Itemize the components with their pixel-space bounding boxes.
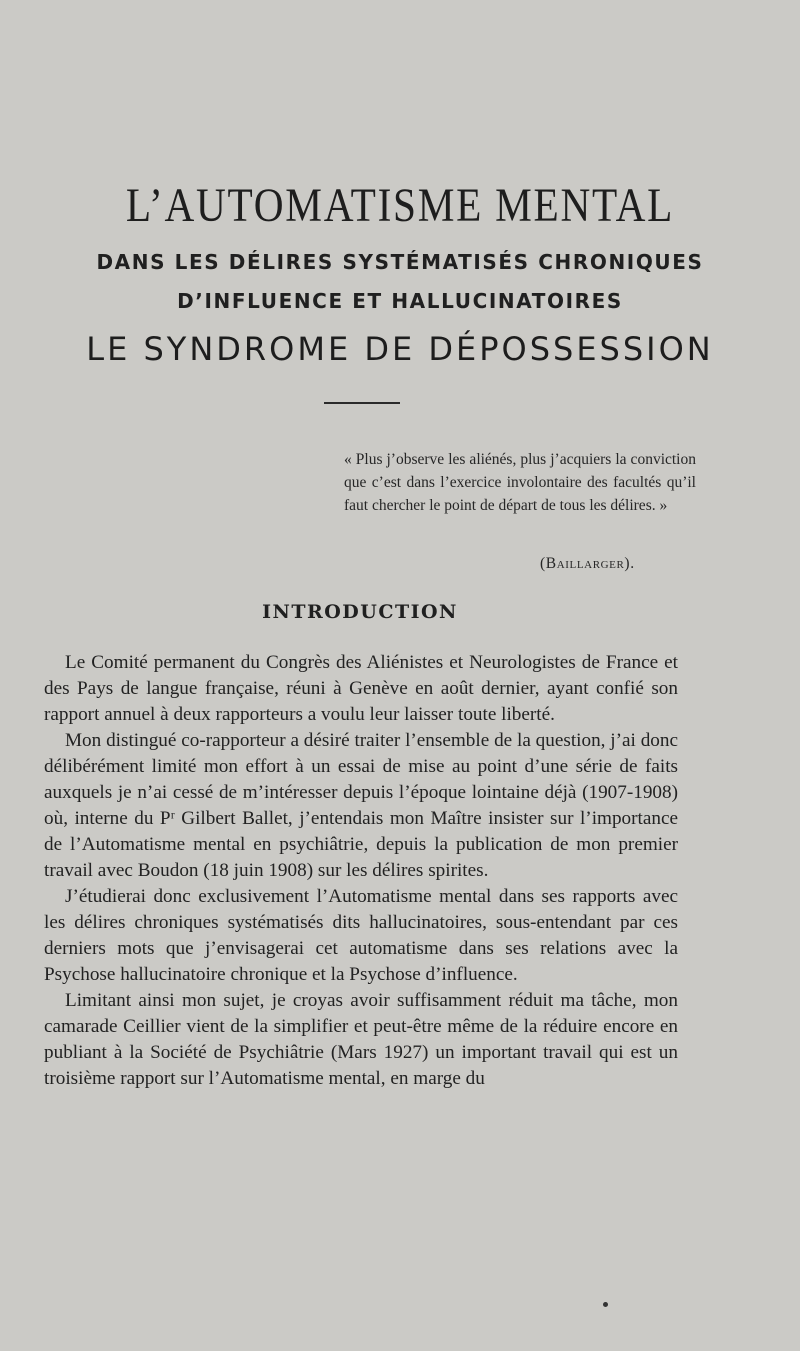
epigraph-quote: « Plus j’observe les aliénés, plus j’acquiers la conviction que c’est dans l’exercice involontaire des facultés qu’il faut chercher le point de départ de tous les délires. » — [344, 451, 696, 514]
paragraph: J’étudierai donc exclusivement l’Automatisme mental dans ses rapports avec les délires chroniques systématisés dits hallucinatoires, sous-entendant par ces derniers mots que j’envisagerai cet automatisme dans ses relations avec la Psychose hallucinatoire chronique et la Psychose d’influence. — [44, 886, 678, 985]
ink-speck — [603, 1302, 608, 1307]
paragraph: Mon distingué co-rapporteur a désiré traiter l’ensemble de la question, j’ai donc délibérément limité mon effort à un essai de mise au point d’une série de faits auxquels je n’ai cessé de m’intéresser depuis l’époque lointaine déjà (1907-1908) où, interne du Pʳ Gilbert Ballet, j’entendais mon Maître insister sur l’importance de l’Automatisme mental en psychiâtrie, depuis la publication de mon premier travail avec Boudon (18 juin 1908) sur les délires spirites. — [44, 730, 678, 881]
section-heading: INTRODUCTION — [262, 601, 458, 623]
paragraph: Le Comité permanent du Congrès des Aliénistes et Neurologistes de France et des Pays de langue française, réuni à Genève en août dernier, ayant confié son rapport annuel à deux rapporteurs a voulu leur laisser toute liberté. — [44, 652, 678, 725]
body-text — [44, 650, 678, 1092]
subtitle-line-2: D’INFLUENCE ET HALLUCINATOIRES — [177, 289, 623, 313]
paragraph: Limitant ainsi mon sujet, je croyas avoir suffisamment réduit ma tâche, mon camarade Ceillier vient de la simplifier et peut-être même de la réduire encore en publiant à la Société de Psychiâtrie (Mars 1927) un important travail qui est un troisième rapport sur l’Automatisme mental, en marge du — [44, 990, 678, 1089]
epigraph-attribution — [540, 555, 700, 573]
page-title: L’AUTOMATISME MENTAL — [125, 179, 675, 232]
subtitle-line-1: DANS LES DÉLIRES SYSTÉMATISÉS CHRONIQUES — [96, 250, 704, 274]
syndrome-heading: LE SYNDROME DE DÉPOSSESSION — [86, 330, 714, 368]
attribution-text: (Baillarger). — [540, 555, 635, 572]
divider — [324, 402, 400, 404]
